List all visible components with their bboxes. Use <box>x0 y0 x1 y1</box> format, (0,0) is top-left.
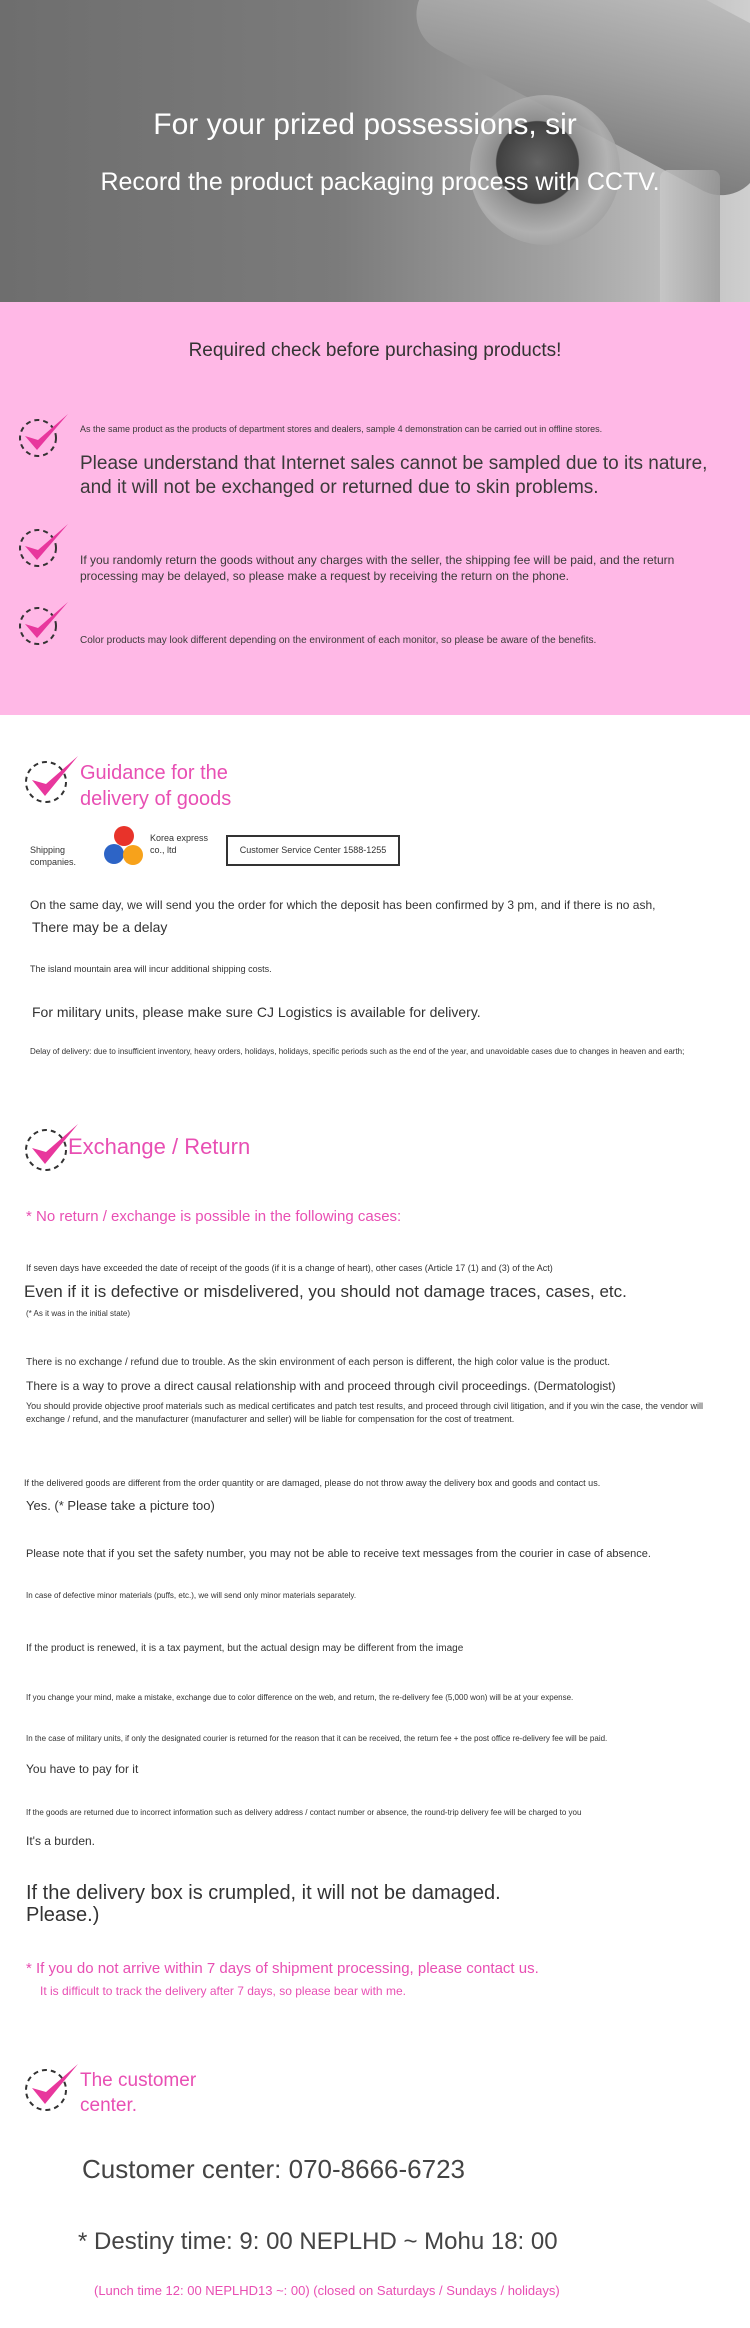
exchange-p3b: Yes. (* Please take a picture too) <box>26 1498 215 1513</box>
cj-logo-icon <box>104 824 144 870</box>
exchange-p2c: You should provide objective proof materials such as medical certificates and patch test results, and proceed through civil litigation, and if you win the case, the vendor will exchange / refund, and the manufacturer (manufacturer and seller) will be liable for compensation for the cost of treatment. <box>26 1401 704 1424</box>
customer-service-center-box: Customer Service Center 1588-1255 <box>226 835 400 866</box>
delivery-title-line2: delivery of goods <box>80 788 232 810</box>
delivery-line-4: Delay of delivery: due to insufficient inventory, heavy orders, holidays, holidays, specific periods such as the end of the year, and unavoidable cases due to changes in heaven and earth; <box>30 1047 685 1056</box>
notice-item-3: Color products may look different depending on the environment of each monitor, so please be aware of the benefits. <box>80 635 597 646</box>
delivery-title-line1: Guidance for the <box>80 762 228 784</box>
exchange-p8b: You have to pay for it <box>26 1762 139 1776</box>
exchange-p1: If seven days have exceeded the date of receipt of the goods (if it is a change of heart), other cases (Article 17 (1) and (3) of the Act) <box>26 1263 553 1273</box>
shipping-companies-label: Shipping companies. <box>30 845 77 867</box>
exchange-p9: If the goods are returned due to incorrect information such as delivery address / contact number or absence, the round-trip delivery fee will be charged to you <box>26 1808 582 1817</box>
exchange-p5: In case of defective minor materials (puffs, etc.), we will send only minor materials separately. <box>26 1591 357 1600</box>
exchange-p3: If the delivered goods are different from the order quantity or are damaged, please do not throw away the delivery box and goods and contact us. <box>24 1478 601 1488</box>
exchange-p1-large: Even if it is defective or misdelivered, you should not damage traces, cases, etc. <box>24 1282 627 1301</box>
notice-title: Required check before purchasing products! <box>188 340 562 361</box>
exchange-p1-note: (* As it was in the initial state) <box>26 1309 131 1318</box>
customer-center-title-line2: center. <box>80 2095 138 2116</box>
exchange-p8: In the case of military units, if only the designated courier is returned for the reason that it can be received, the return fee + the post office re-delivery fee will be paid. <box>26 1734 608 1743</box>
delivery-title <box>80 760 231 812</box>
exchange-p11b: It is difficult to track the delivery after 7 days, so please bear with me. <box>40 1984 406 1998</box>
check-circle-icon <box>16 410 70 460</box>
exchange-p4: Please note that if you set the safety number, you may not be able to receive text messages from the courier in case of absence. <box>26 1548 651 1560</box>
exchange-p7: If you change your mind, make a mistake, exchange due to color difference on the web, and return, the re-delivery fee (5,000 won) will be at your expense. <box>26 1693 574 1702</box>
delivery-line-1: On the same day, we will send you the order for which the deposit has been confirmed by 3 pm, and if there is no ash, <box>30 898 656 912</box>
exchange-p10b: Please.) <box>26 1904 100 1926</box>
purchase-notice <box>0 302 750 715</box>
no-return-heading: * No return / exchange is possible in the following cases: <box>26 1208 402 1225</box>
customer-center-hours: * Destiny time: 9: 00 NEPLHD ~ Mohu 18: 00 <box>78 2228 558 2255</box>
notice-item-1-large: Please understand that Internet sales cannot be sampled due to its nature, and it will not be exchanged or returned due to skin problems. <box>80 453 708 498</box>
notice-item-1-small: As the same product as the products of department stores and dealers, sample 4 demonstration can be carried out in offline stores. <box>80 424 603 434</box>
customer-center-lunch: (Lunch time 12: 00 NEPLHD13 ~: 00) (closed on Saturdays / Sundays / holidays) <box>94 2283 560 2298</box>
exchange-p6: If the product is renewed, it is a tax payment, but the actual design may be different from the image <box>26 1643 464 1654</box>
hero-subtitle: Record the product packaging process with CCTV. <box>100 168 660 196</box>
hero-banner <box>0 0 750 302</box>
exchange-p2b: There is a way to prove a direct causal relationship with and proceed through civil proceedings. (Dermatologist) <box>26 1379 616 1393</box>
delivery-line-1b: There may be a delay <box>32 919 168 935</box>
customer-center-phone: Customer center: 070-8666-6723 <box>82 2154 466 2184</box>
check-circle-icon <box>16 520 70 570</box>
exchange-p9b: It's a burden. <box>26 1834 95 1848</box>
check-circle-icon <box>24 2060 78 2112</box>
exchange-p11: * If you do not arrive within 7 days of shipment processing, please contact us. <box>26 1960 539 1977</box>
check-circle-icon <box>16 598 70 648</box>
exchange-p2: There is no exchange / refund due to trouble. As the skin environment of each person is different, the high color value is the product. <box>26 1357 611 1368</box>
customer-center-title <box>80 2068 196 2118</box>
notice-item-2: If you randomly return the goods without any charges with the seller, the shipping fee will be paid, and the return processing may be delayed, so please make a request by receiving the return on the phone. <box>80 553 675 583</box>
check-circle-icon <box>24 752 78 804</box>
delivery-line-3: For military units, please make sure CJ Logistics is available for delivery. <box>32 1004 481 1020</box>
hero-title: For your prized possessions, sir <box>153 108 577 141</box>
delivery-line-2: The island mountain area will incur additional shipping costs. <box>30 964 272 974</box>
customer-center-title-line1: The customer <box>80 2070 197 2091</box>
exchange-return-title: Exchange / Return <box>68 1134 251 1159</box>
cj-company-name: Korea express co., ltd <box>150 833 209 855</box>
exchange-p10: If the delivery box is crumpled, it will not be damaged. <box>26 1882 501 1904</box>
